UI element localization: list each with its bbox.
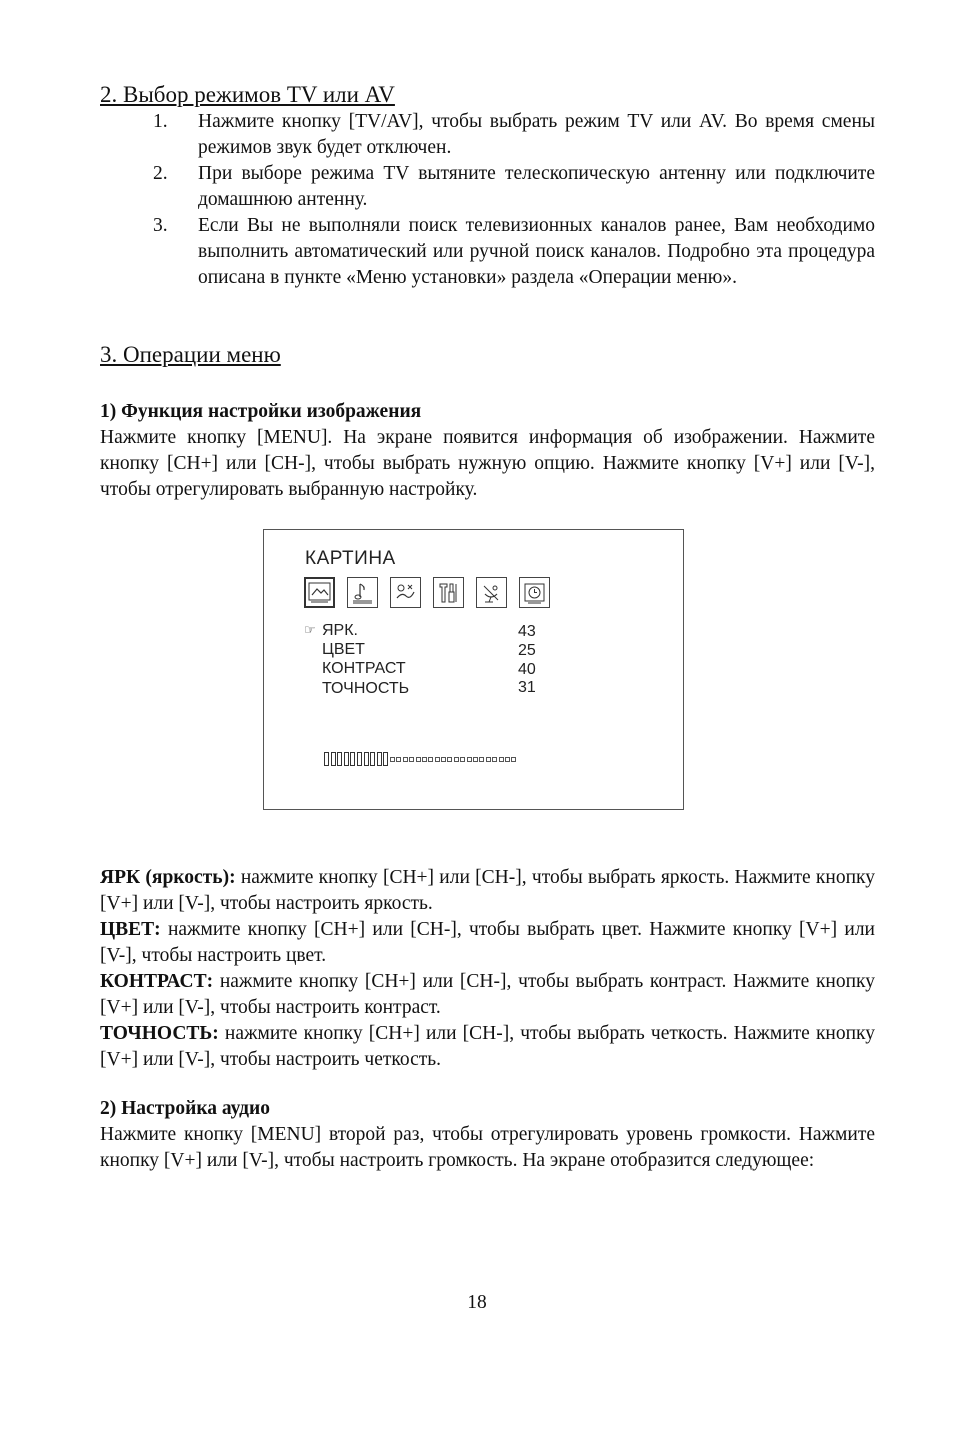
- level-bar-segment-empty: [422, 757, 427, 762]
- level-bar-segment-filled: [377, 752, 382, 766]
- level-bar-segment-filled: [364, 752, 369, 766]
- menu-value-color: 25: [518, 642, 536, 659]
- picture-menu-screen: [263, 529, 684, 810]
- hand-pointer-icon: ☞: [304, 622, 316, 637]
- level-bar-segment-empty: [416, 757, 421, 762]
- level-bar-segment-filled: [324, 752, 329, 766]
- description-term: КОНТРАСТ:: [100, 971, 214, 992]
- level-bar-segment-empty: [396, 757, 401, 762]
- menu-value-brightness: 43: [518, 623, 536, 640]
- list-item-number: 3.: [153, 215, 168, 236]
- picture-settings-heading: 1) Функция настройки изображения: [100, 401, 422, 422]
- menu-title: КАРТИНА: [305, 548, 396, 569]
- picture-icon: [304, 577, 335, 608]
- description-term: ЯРК (яркость):: [100, 867, 236, 888]
- level-bar-segment-empty: [499, 757, 504, 762]
- level-bar-segment-empty: [492, 757, 497, 762]
- list-item-text: При выборе режима TV вытяните телескопическую антенну или подключите домашнюю антенну.: [198, 163, 875, 210]
- menu-option-color: ЦВЕТ: [322, 641, 365, 658]
- menu-value-contrast: 40: [518, 661, 536, 678]
- description-contrast: [100, 969, 875, 1021]
- level-bar-segment-empty: [479, 757, 484, 762]
- list-item: [100, 161, 875, 213]
- level-bar-segment-filled: [331, 752, 336, 766]
- description-term: ЦВЕТ:: [100, 919, 161, 940]
- list-item: [100, 109, 875, 161]
- level-bar-segment-empty: [447, 757, 452, 762]
- page-number: 18: [467, 1292, 487, 1313]
- audio-settings-heading: 2) Настройка аудио: [100, 1098, 271, 1119]
- list-item: [100, 213, 875, 291]
- list-item-text: Если Вы не выполняли поиск телевизионных каналов ранее, Вам необходимо выполнить автоматический или ручной поиск каналов. Подробно эта процедура описана в пункте «Меню установки» раздела «Операции меню».: [198, 215, 875, 288]
- menu-option-sharpness: ТОЧНОСТЬ: [322, 680, 410, 697]
- menu-value-sharpness: 31: [518, 679, 536, 696]
- level-bar-segment-filled: [350, 752, 355, 766]
- option-descriptions: [100, 865, 875, 1073]
- satellite-icon: [476, 577, 507, 608]
- level-bar-segment-empty: [467, 757, 472, 762]
- level-bar-segment-empty: [435, 757, 440, 762]
- menu-option-contrast: КОНТРАСТ: [322, 660, 406, 677]
- level-bar-segment-empty: [505, 757, 510, 762]
- tv-av-steps-list: [100, 109, 875, 291]
- level-bar: [324, 752, 518, 766]
- menu-option-brightness: ЯРК.: [322, 622, 358, 639]
- level-bar-segment-empty: [486, 757, 491, 762]
- description-brightness: [100, 865, 875, 917]
- list-item-number: 2.: [153, 163, 168, 184]
- audio-settings-text: Нажмите кнопку [MENU] второй раз, чтобы отрегулировать уровень громкости. Нажмите кнопку [V+] или [V-], чтобы настроить громкость. На экране отобразится следующее:: [100, 1124, 875, 1171]
- level-bar-segment-empty: [511, 757, 516, 762]
- level-bar-segment-empty: [473, 757, 478, 762]
- level-bar-segment-empty: [454, 757, 459, 762]
- description-color: [100, 917, 875, 969]
- section-3-title: 3. Операции меню: [100, 342, 281, 367]
- level-bar-segment-empty: [403, 757, 408, 762]
- clock-icon: [519, 577, 550, 608]
- description-term: ТОЧНОСТЬ:: [100, 1023, 219, 1044]
- level-bar-segment-filled: [337, 752, 342, 766]
- audio-icon: [347, 577, 378, 608]
- level-bar-segment-filled: [383, 752, 388, 766]
- list-item-number: 1.: [153, 111, 168, 132]
- list-item-text: Нажмите кнопку [TV/AV], чтобы выбрать режим TV или AV. Во время смены режимов звук будет отключен.: [198, 111, 875, 158]
- level-bar-segment-filled: [357, 752, 362, 766]
- picture-settings-text: Нажмите кнопку [MENU]. На экране появится информация об изображении. Нажмите кнопку [CH+] или [CH-], чтобы выбрать нужную опцию. Нажмите кнопку [V+] или [V-], чтобы отрегулировать выбранную настройку.: [100, 427, 875, 500]
- description-text: нажмите кнопку [CH+] или [CH-], чтобы выбрать четкость. Нажмите кнопку [V+] или [V-], чтобы настроить четкость.: [100, 1023, 875, 1070]
- level-bar-segment-empty: [441, 757, 446, 762]
- level-bar-segment-empty: [409, 757, 414, 762]
- level-bar-segment-empty: [460, 757, 465, 762]
- tools-icon: [433, 577, 464, 608]
- level-bar-segment-empty: [390, 757, 395, 762]
- description-text: нажмите кнопку [CH+] или [CH-], чтобы выбрать цвет. Нажмите кнопку [V+] или [V-], чтобы настроить цвет.: [100, 919, 875, 966]
- menu-icon-row: [304, 577, 550, 608]
- description-text: нажмите кнопку [CH+] или [CH-], чтобы выбрать контраст. Нажмите кнопку [V+] или [V-], чтобы настроить контраст.: [100, 971, 875, 1018]
- level-bar-segment-empty: [428, 757, 433, 762]
- level-bar-segment-filled: [370, 752, 375, 766]
- function-icon: [390, 577, 421, 608]
- description-text: нажмите кнопку [CH+] или [CH-], чтобы выбрать яркость. Нажмите кнопку [V+] или [V-], чтобы настроить яркость.: [100, 867, 875, 914]
- section-2-title: 2. Выбор режимов TV или AV: [100, 82, 395, 107]
- description-sharpness: [100, 1021, 875, 1073]
- level-bar-segment-filled: [344, 752, 349, 766]
